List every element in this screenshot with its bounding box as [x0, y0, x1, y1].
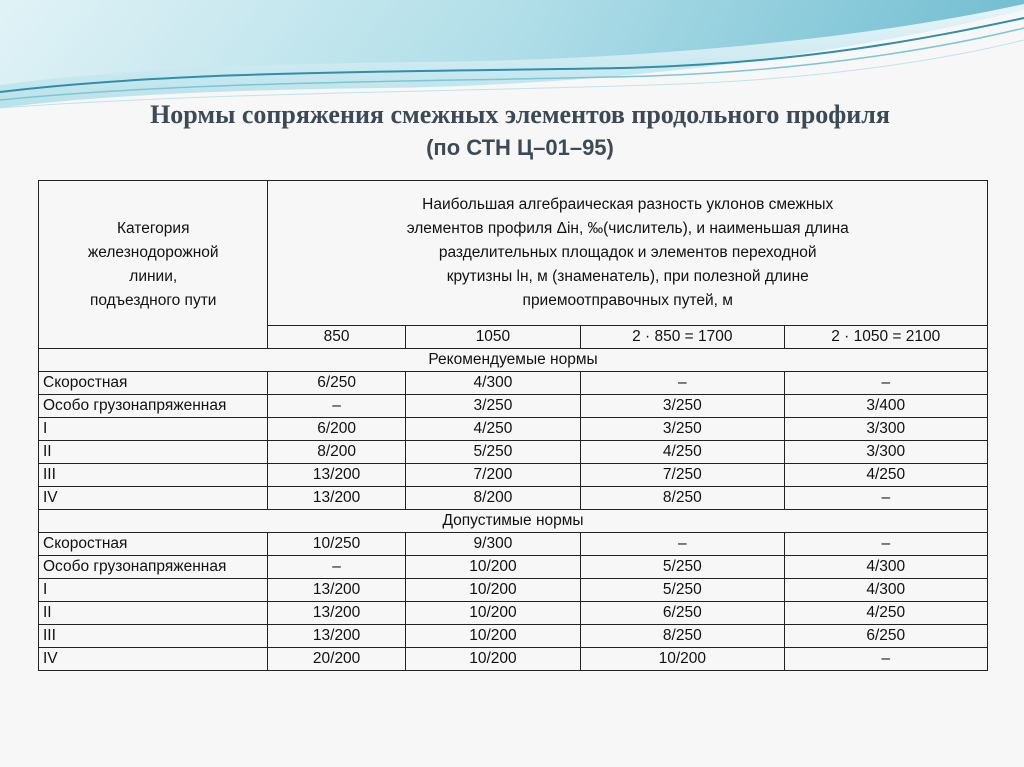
- row-value: 13/200: [268, 602, 405, 625]
- row-value: 13/200: [268, 464, 405, 487]
- row-category: Особо грузонапряженная: [39, 556, 268, 579]
- section-label-allowed: Допустимые нормы: [39, 510, 988, 533]
- row-value: 10/250: [268, 533, 405, 556]
- row-value: –: [581, 533, 784, 556]
- row-category: Особо грузонапряженная: [39, 395, 268, 418]
- row-value: 4/250: [405, 418, 580, 441]
- table-row: [39, 372, 988, 395]
- column-header: 850: [268, 326, 405, 349]
- row-value: –: [784, 533, 987, 556]
- row-value: –: [784, 372, 987, 395]
- row-value: –: [784, 487, 987, 510]
- row-value: 4/250: [581, 441, 784, 464]
- profile-norms-table: [38, 180, 988, 671]
- row-value: 3/250: [581, 418, 784, 441]
- main-header-line: Наибольшая алгебраическая разность уклонов смежных: [422, 196, 834, 213]
- row-value: 3/300: [784, 418, 987, 441]
- row-value: 8/250: [581, 487, 784, 510]
- table-row: [39, 602, 988, 625]
- main-header-line: приемоотправочных путей, м: [522, 292, 733, 309]
- row-value: 10/200: [405, 579, 580, 602]
- row-value: 13/200: [268, 579, 405, 602]
- column-header: 2 · 1050 = 2100: [784, 326, 987, 349]
- row-value: 4/300: [784, 556, 987, 579]
- table-row: [39, 464, 988, 487]
- row-value: 6/250: [581, 602, 784, 625]
- column-header: 1050: [405, 326, 580, 349]
- row-value: 8/200: [405, 487, 580, 510]
- category-header-cell: [39, 181, 268, 349]
- row-value: 8/250: [581, 625, 784, 648]
- main-header-cell: [268, 181, 988, 326]
- category-header-line: железнодорожной: [87, 243, 219, 261]
- row-value: 10/200: [405, 602, 580, 625]
- table-row: [39, 441, 988, 464]
- table-row: [39, 533, 988, 556]
- row-value: 5/250: [405, 441, 580, 464]
- row-value: 4/300: [784, 579, 987, 602]
- column-header: 2 · 850 = 1700: [581, 326, 784, 349]
- main-header-line: разделительных площадок и элементов переходной: [438, 244, 817, 261]
- row-value: 5/250: [581, 556, 784, 579]
- row-category: II: [39, 602, 268, 625]
- row-value: 10/200: [581, 648, 784, 671]
- row-category: III: [39, 464, 268, 487]
- category-header-line: линии,: [129, 267, 178, 285]
- row-value: 9/300: [405, 533, 580, 556]
- row-value: 3/300: [784, 441, 987, 464]
- main-header-line: крутизны lн, м (знаменатель), при полезной длине: [446, 268, 809, 285]
- row-category: IV: [39, 648, 268, 671]
- table-row: [39, 418, 988, 441]
- row-value: 4/300: [405, 372, 580, 395]
- row-value: –: [784, 648, 987, 671]
- table-row: [39, 625, 988, 648]
- row-value: –: [581, 372, 784, 395]
- row-value: 4/250: [784, 464, 987, 487]
- table-row: [39, 395, 988, 418]
- slide-subtitle: (по СТН Ц–01–95): [426, 135, 614, 160]
- row-value: 13/200: [268, 625, 405, 648]
- category-header-line: подъездного пути: [89, 291, 217, 309]
- row-value: 13/200: [268, 487, 405, 510]
- row-value: 20/200: [268, 648, 405, 671]
- row-value: 3/400: [784, 395, 987, 418]
- row-value: 4/250: [784, 602, 987, 625]
- table-row: [39, 579, 988, 602]
- row-value: 8/200: [268, 441, 405, 464]
- category-header-line: Категория: [117, 219, 190, 237]
- row-category: III: [39, 625, 268, 648]
- table-row: [39, 556, 988, 579]
- row-category: I: [39, 579, 268, 602]
- row-value: 7/200: [405, 464, 580, 487]
- table-row: [39, 487, 988, 510]
- row-category: II: [39, 441, 268, 464]
- row-value: 10/200: [405, 625, 580, 648]
- row-value: 3/250: [405, 395, 580, 418]
- row-category: Скоростная: [39, 533, 268, 556]
- table-row: [39, 648, 988, 671]
- row-value: –: [268, 556, 405, 579]
- row-value: 10/200: [405, 648, 580, 671]
- row-value: 7/250: [581, 464, 784, 487]
- row-category: IV: [39, 487, 268, 510]
- row-value: 5/250: [581, 579, 784, 602]
- row-value: 3/250: [581, 395, 784, 418]
- row-value: –: [268, 395, 405, 418]
- main-header-line: элементов профиля Δiн, ‰(числитель), и наименьшая длина: [406, 220, 849, 237]
- row-value: 6/250: [268, 372, 405, 395]
- row-value: 6/200: [268, 418, 405, 441]
- slide-title: Нормы сопряжения смежных элементов продольного профиля: [150, 100, 890, 129]
- row-category: I: [39, 418, 268, 441]
- row-value: 6/250: [784, 625, 987, 648]
- row-category: Скоростная: [39, 372, 268, 395]
- row-value: 10/200: [405, 556, 580, 579]
- section-label-recommended: Рекомендуемые нормы: [39, 349, 988, 372]
